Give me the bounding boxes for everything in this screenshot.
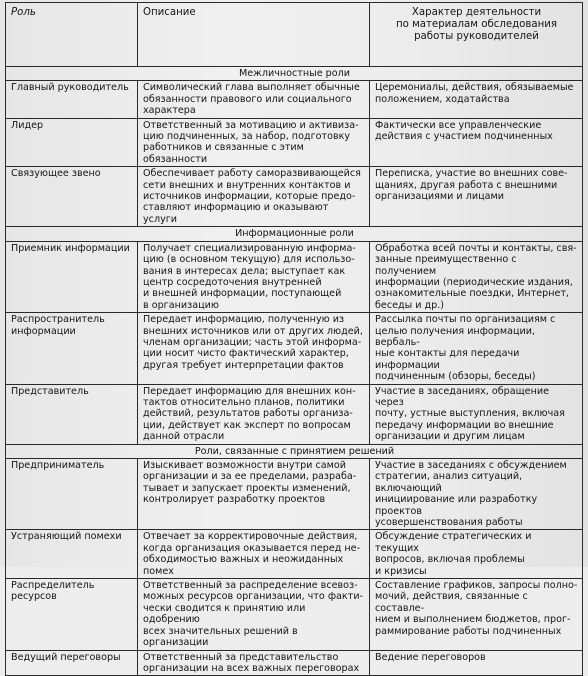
character-cell xyxy=(370,167,583,227)
section-row xyxy=(6,444,583,458)
cell-line: раммирование работы подчиненных xyxy=(375,625,562,637)
cell-line: целью получения информации, вербаль- xyxy=(375,325,536,348)
cell-line: организации и за ее пределами, разраба- xyxy=(143,471,357,483)
character-cell xyxy=(370,459,583,530)
role-cell xyxy=(6,459,138,530)
cell-line: ции, действует как эксперт по вопросам xyxy=(143,419,351,431)
cell-line: обязанности правового или социального xyxy=(143,93,352,105)
role-cell xyxy=(6,81,138,118)
cell-line: центр сосредоточения внутренней xyxy=(143,276,322,288)
cell-line: Представитель xyxy=(11,385,89,397)
cell-line: организации и другим лицам xyxy=(375,431,525,443)
cell-line: нием и выполнением бюджетов, прог- xyxy=(375,614,571,626)
character-cell xyxy=(370,81,583,118)
character-cell xyxy=(370,579,583,650)
cell-line: Обеспечивает работу саморазвивающейся xyxy=(143,168,361,180)
cell-line: членам организации; часть этой информа- xyxy=(143,336,362,348)
description-cell xyxy=(138,579,370,650)
character-cell xyxy=(370,384,583,444)
role-cell xyxy=(6,579,138,650)
section-row xyxy=(6,67,583,81)
description-cell xyxy=(138,313,370,384)
cell-line: Предприниматель xyxy=(11,460,105,471)
description-cell xyxy=(138,81,370,118)
cell-line: чески сводится к принятию или одобрению xyxy=(143,602,306,626)
cell-line: Главный руководитель xyxy=(11,82,129,94)
cell-line: информации xyxy=(11,325,76,337)
cell-line: вания в интересах дела; выступает как xyxy=(143,265,346,277)
cell-line: подчиненным (обзоры, беседы) xyxy=(375,371,536,383)
cell-line: информации (периодические издания, xyxy=(375,276,573,288)
cell-line: щаниях, другая работа с внешними xyxy=(375,179,558,191)
description-cell xyxy=(138,459,370,530)
role-cell xyxy=(6,313,138,384)
character-cell xyxy=(370,118,583,167)
table-row xyxy=(6,459,583,530)
cell-line: тывает и запускает проекты изменений, xyxy=(143,482,351,494)
table-row xyxy=(6,650,583,676)
cell-line: беседы и др.) xyxy=(375,299,445,311)
description-cell xyxy=(138,167,370,227)
role-cell xyxy=(6,118,138,167)
header-character xyxy=(370,3,583,67)
table-row xyxy=(6,313,583,384)
cell-line: Передает информацию для внешних кон- xyxy=(143,385,356,397)
cell-line: ресурсов xyxy=(11,591,57,603)
header-role: Роль xyxy=(6,3,138,67)
cell-line: Ответственный за распределение всевоз- xyxy=(143,580,358,592)
cell-line: Рассылка почты по организациям с xyxy=(375,314,556,326)
cell-line: Приемник информации xyxy=(11,242,130,254)
table-row xyxy=(6,384,583,444)
cell-line: другая требует интерпретации фактов xyxy=(143,359,344,371)
cell-line: данной отрасли xyxy=(143,431,225,443)
role-cell xyxy=(6,167,138,227)
cell-line: можных ресурсов организации, что факти- xyxy=(143,591,364,603)
role-cell xyxy=(6,384,138,444)
cell-line: Обсуждение стратегических и текущих xyxy=(375,531,532,554)
cell-line: ные контакты для передачи информации xyxy=(375,348,520,371)
cell-line: ознакомительные поездки, Интернет, xyxy=(375,288,570,300)
roles-table xyxy=(5,2,583,676)
cell-line: сети внешних и внутренних контактов и xyxy=(143,179,351,191)
cell-line: Лидер xyxy=(11,119,44,131)
table-row xyxy=(6,118,583,167)
cell-line: Составление графиков, запросы полно- xyxy=(375,580,578,592)
cell-line: Распределитель xyxy=(11,580,95,592)
table-row xyxy=(6,579,583,650)
cell-line: Устраняющий помехи xyxy=(11,531,122,543)
header-character-line: работы руководителей xyxy=(414,31,539,42)
cell-line: Ответственный за представительство xyxy=(143,651,339,663)
cell-line: Отвечает за корректировочные действия, xyxy=(143,531,358,543)
cell-line: Участие в заседаниях с обсуждением xyxy=(375,460,567,471)
character-cell xyxy=(370,313,583,384)
cell-line: Переписка, участие во внешних совe- xyxy=(375,168,568,180)
cell-line: организации на всех важных переговорах xyxy=(143,662,360,674)
table-row xyxy=(6,241,583,312)
cell-line: Церемониалы, действия, обязываемые xyxy=(375,82,574,94)
table-row xyxy=(6,81,583,118)
cell-line: передачу информации во внешние xyxy=(375,419,554,431)
description-cell xyxy=(138,530,370,579)
cell-line: работников и связанные с этим xyxy=(143,142,304,154)
cell-line: внешних источников или от других людей, xyxy=(143,325,363,337)
role-cell xyxy=(6,650,138,676)
cell-line: Изыскивает возможности внутри самой xyxy=(143,460,346,471)
cell-line: Обработка всей почты и контакты, свя- xyxy=(375,242,577,254)
table-row xyxy=(6,167,583,227)
cell-line: ставляют информацию и оказывают услуги xyxy=(143,202,329,225)
cell-line: занные преимущественно с получением xyxy=(375,254,517,277)
description-cell xyxy=(138,118,370,167)
character-cell xyxy=(370,530,583,579)
section-row xyxy=(6,227,583,241)
cell-line: Получает специализированную информа- xyxy=(143,242,356,254)
cell-line: когда организация оказывается перед не- xyxy=(143,542,361,554)
table-row xyxy=(6,530,583,579)
character-cell xyxy=(370,650,583,676)
cell-line: тактов относительно планов, политики xyxy=(143,396,345,408)
header-character-line: по материалам обследования xyxy=(395,19,558,30)
cell-line: Ведущий переговоры xyxy=(11,651,121,663)
cell-line: усовершенствования работы xyxy=(375,517,523,529)
description-cell xyxy=(138,241,370,312)
cell-line: Связующее звено xyxy=(11,168,101,180)
roles-body xyxy=(6,67,583,676)
cell-line: Ответственный за мотивацию и активиза- xyxy=(143,119,359,131)
cell-line: характера xyxy=(143,105,196,117)
cell-line: Символический глава выполняет обычные xyxy=(143,82,360,94)
character-cell xyxy=(370,241,583,312)
section-title: Информационные роли xyxy=(6,227,583,241)
header-character-line: Характер деятельности xyxy=(411,7,542,18)
cell-line: ции носит чисто фактический характер, xyxy=(143,348,349,360)
cell-line: Распространитель xyxy=(11,314,105,326)
cell-line: Передает информацию, полученную из xyxy=(143,314,345,326)
section-title: Межличностные роли xyxy=(6,67,583,81)
cell-line: действий, результатов работы организа- xyxy=(143,408,353,420)
cell-line: организациями и лицами xyxy=(375,191,504,203)
cell-line: цию подчиненных, за набор, подготовку xyxy=(143,131,351,143)
cell-line: действия с участием подчиненных xyxy=(375,131,553,143)
cell-line: и внешней информации, поступающей xyxy=(143,288,342,300)
role-cell xyxy=(6,530,138,579)
cell-line: цию (в основном текущую) для использо- xyxy=(143,254,355,266)
cell-line: инициирование или разработку проектов xyxy=(375,494,538,517)
cell-line: контролирует разработку проектов xyxy=(143,494,326,506)
cell-line: Фактически все управленческие xyxy=(375,119,542,131)
cell-line: обходимостью важных и неожиданных помех xyxy=(143,554,344,577)
cell-line: и кризисы xyxy=(375,565,427,577)
role-cell xyxy=(6,241,138,312)
cell-line: почту, устные выступления, включая xyxy=(375,408,565,420)
description-cell xyxy=(138,384,370,444)
cell-line: мочий, действия, связанные с составле- xyxy=(375,591,528,614)
cell-line: вопросов, включая проблемы xyxy=(375,554,525,566)
cell-line: в организацию xyxy=(143,299,219,311)
header-description: Описание xyxy=(138,3,370,67)
cell-line: Ведение переговоров xyxy=(375,651,486,663)
section-title: Роли, связанные с принятием решений xyxy=(6,444,583,458)
cell-line: обязанности xyxy=(143,153,208,165)
cell-line: источников информации, которые предо- xyxy=(143,191,356,203)
description-cell xyxy=(138,650,370,676)
cell-line: положением, ходатайства xyxy=(375,93,510,105)
cell-line: стратегии, анализ ситуаций, включающий xyxy=(375,471,523,494)
cell-line: всех значительных решений в организации xyxy=(143,625,298,649)
table-header-row xyxy=(6,3,583,67)
cell-line: Участие в заседаниях, обращение через xyxy=(375,385,549,408)
